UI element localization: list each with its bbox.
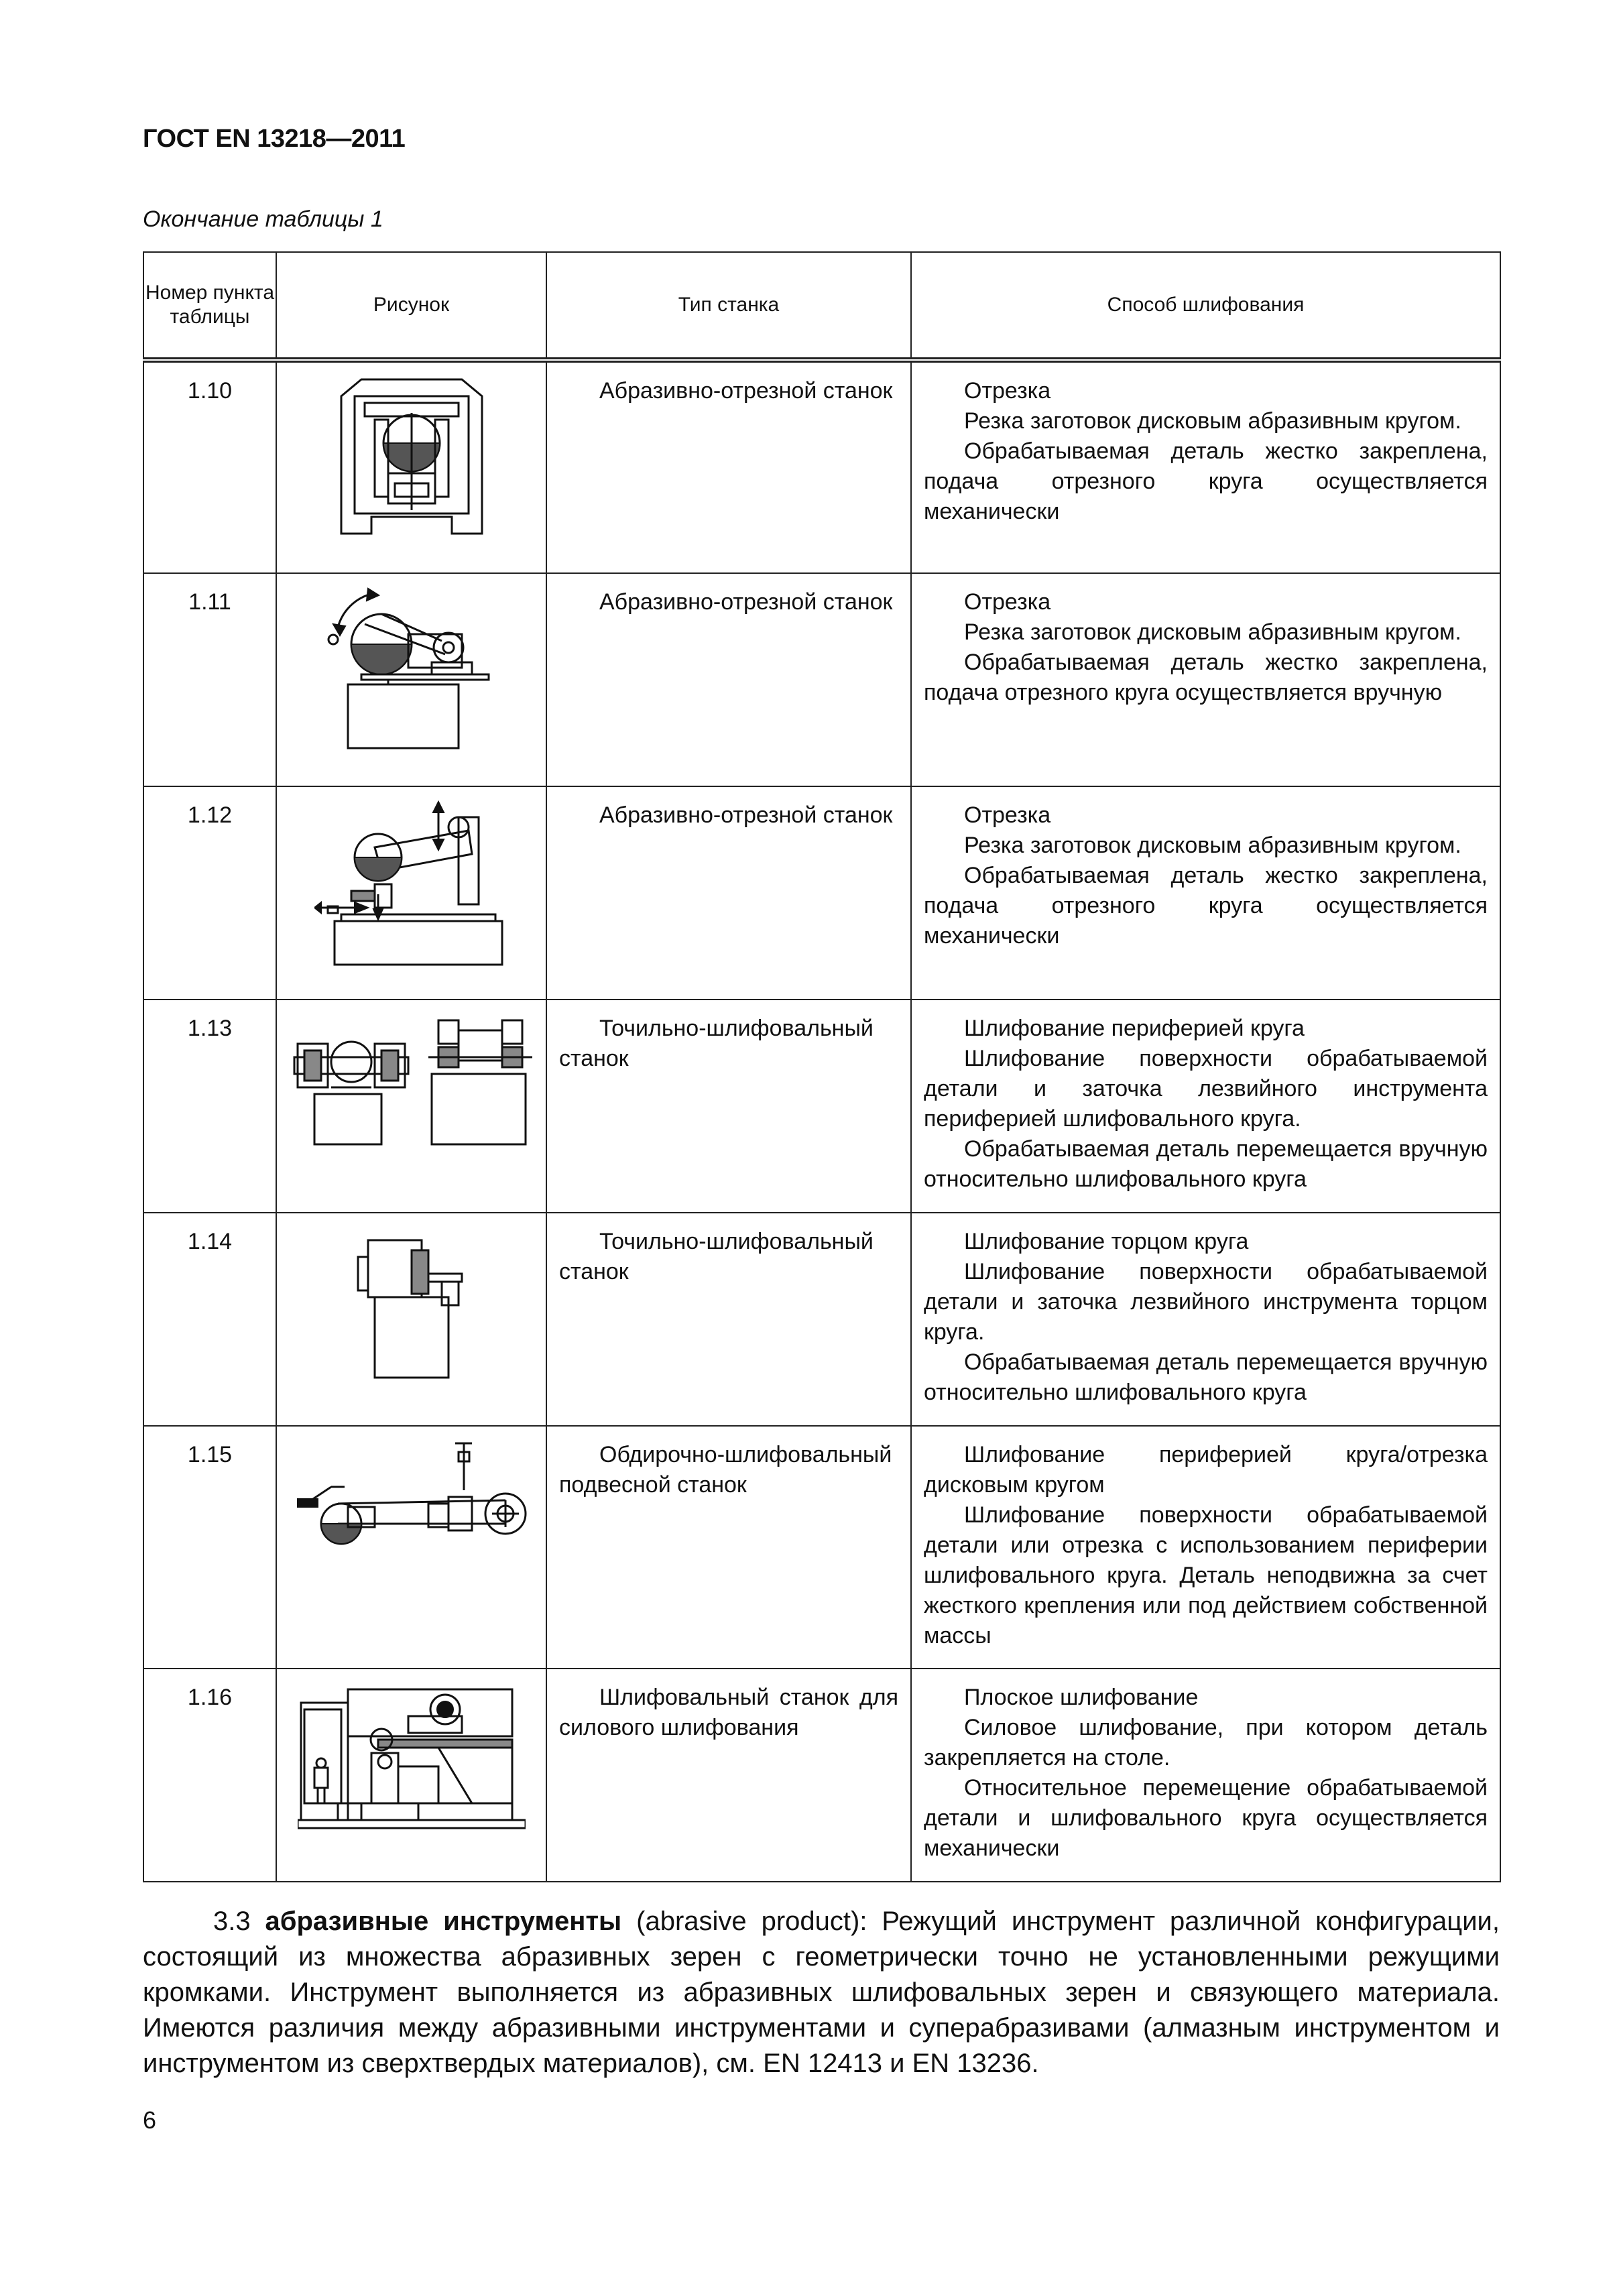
row-machine-type: Абразивно-отрезной станок — [546, 786, 911, 1000]
row-grinding-method: Плоское шлифование Силовое шлифование, при котором деталь закрепляется на столе. Относительное перемещение обрабатываемой детали и шлифовального круга осуществляется механически — [911, 1669, 1500, 1882]
row-picture — [276, 786, 546, 1000]
row-grinding-method: Шлифование торцом круга Шлифование поверхности обрабатываемой детали и заточка лезвийного инструмента торцом круга. Обрабатываемая деталь перемещается вручную относительно шлифовального круга — [911, 1213, 1500, 1426]
row-picture — [276, 573, 546, 786]
table-caption: Окончание таблицы 1 — [143, 206, 383, 232]
table-row — [143, 1669, 1500, 1882]
row-machine-type: Точильно-шлифовальный станок — [546, 1213, 911, 1426]
bench-grinder-double-wheel-icon — [291, 1014, 532, 1148]
row-number: 1.15 — [143, 1426, 276, 1669]
suspended-snagging-grinder-icon — [291, 1440, 532, 1574]
table-header-row — [143, 252, 1500, 360]
row-number: 1.14 — [143, 1213, 276, 1426]
row-grinding-method: Отрезка Резка заготовок дисковым абразивным кругом. Обрабатываемая деталь жестко закреплена, подача отрезного круга осуществляется механически — [911, 786, 1500, 1000]
table-row — [143, 1426, 1500, 1669]
row-machine-type: Абразивно-отрезной станок — [546, 360, 911, 573]
row-machine-type: Точильно-шлифовальный станок — [546, 1000, 911, 1213]
row-grinding-method: Отрезка Резка заготовок дисковым абразивным кругом. Обрабатываемая деталь жестко закреплена, подача отрезного круга осуществляется вручную — [911, 573, 1500, 786]
row-grinding-method: Шлифование периферией круга Шлифование поверхности обрабатываемой детали и заточка лезвийного инструмента периферией шлифовального круга. Обрабатываемая деталь перемещается вручную относительно шлифовального круга — [911, 1000, 1500, 1213]
abrasive-cutoff-machine-enclosed-icon — [335, 376, 489, 537]
row-picture — [276, 1000, 546, 1213]
table-row — [143, 1000, 1500, 1213]
table-row — [143, 1213, 1500, 1426]
row-machine-type: Обдирочно-шлифовальный подвесной станок — [546, 1426, 911, 1669]
table-row — [143, 360, 1500, 573]
row-grinding-method: Отрезка Резка заготовок дисковым абразивным кругом. Обрабатываемая деталь жестко закреплена, подача отрезного круга осуществляется механически — [911, 360, 1500, 573]
column-header-picture: Рисунок — [276, 252, 546, 360]
row-number: 1.11 — [143, 573, 276, 786]
table-row — [143, 573, 1500, 786]
abrasive-cutoff-machine-pivot-icon — [321, 587, 502, 755]
row-picture — [276, 1426, 546, 1669]
row-number: 1.10 — [143, 360, 276, 573]
row-picture — [276, 360, 546, 573]
column-header-type: Тип станка — [546, 252, 911, 360]
column-header-num: Номер пункта таблицы — [143, 252, 276, 360]
abrasive-cutoff-machine-arm-icon — [314, 800, 509, 968]
row-machine-type: Шлифовальный станок для силового шлифования — [546, 1669, 911, 1882]
machine-types-table — [143, 251, 1501, 1882]
row-number: 1.13 — [143, 1000, 276, 1213]
row-picture — [276, 1213, 546, 1426]
page-number: 6 — [143, 2106, 157, 2134]
heavy-duty-grinding-machine-operator-icon — [298, 1683, 526, 1830]
definition-number: 3.3 — [213, 1907, 251, 1936]
row-grinding-method: Шлифование периферией круга/отрезка дисковым кругом Шлифование поверхности обрабатываемой детали или отрезка с использованием периферии шлифовального круга. Деталь неподвижна за счет жесткого крепления или под действием собственной массы — [911, 1426, 1500, 1669]
bench-grinder-face-wheel-icon — [348, 1227, 475, 1381]
table-row — [143, 786, 1500, 1000]
row-number: 1.12 — [143, 786, 276, 1000]
row-machine-type: Абразивно-отрезной станок — [546, 573, 911, 786]
definition-paragraph — [143, 1904, 1500, 2081]
row-number: 1.16 — [143, 1669, 276, 1882]
document-standard-header: ГОСТ EN 13218—2011 — [143, 125, 406, 153]
definition-term: абразивные инструменты — [265, 1907, 622, 1936]
column-header-method: Способ шлифования — [911, 252, 1500, 360]
definition-text: (abrasive product): Режущий инструмент различной конфигурации, состоящий из множества абразивных зерен с геометрически точно не установленными режущими кромками. Инструмент выполняется из абразивных шлифовальных зерен и связующего материала. Имеются различия между абразивными инструментами и суперабразивами (алмазным инструментом и инструментом из сверхтвердых материалов), см. EN 12413 и EN 13236. — [143, 1907, 1500, 2078]
row-picture — [276, 1669, 546, 1882]
